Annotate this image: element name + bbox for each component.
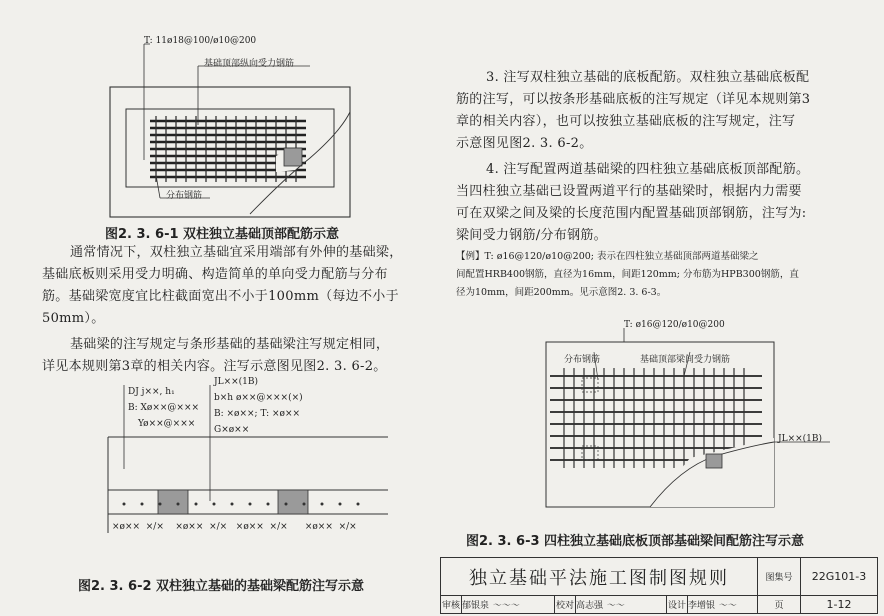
p2-line-2: 详见本规则第3章的相关内容。注写示意图见图2. 3. 6-2。 [42,359,387,374]
example-line-1: 【例】T: ø16@120/ø10@200; 表示在四柱独立基础顶部两道基础梁之 [456,251,759,262]
p3-line-1: 3. 注写双柱独立基础的底板配筋。双柱独立基础底板配 [486,70,810,85]
fig1-label-dist: 分布钢筋 [166,191,203,201]
example-line-2: 间配置HRB400钢筋，直径为16mm，间距120mm; 分布筋为HPB300钢筋，直 [456,269,799,280]
p3-line-2: 筋的注写，可以按条形基础底板的注写规定（详见本规则第3 [456,92,811,107]
checker-name [576,596,667,614]
check-label: 校对 [555,596,576,614]
designer-text: 李增银 [688,601,716,611]
figure-1 [100,30,360,225]
fig3-label-t: T: ø16@120/ø10@200 [624,320,725,330]
fig1-label-t: T: 11ø18@100/ø10@200 [144,36,257,46]
figure-3 [540,318,840,518]
fig1-label-top: 基础顶部纵向受力钢筋 [204,59,295,69]
fig1-caption: 图2. 3. 6-1 双柱独立基础顶部配筋示意 [105,227,340,242]
checker-text: 高志强 [576,601,604,611]
review-label: 审核 [441,596,462,614]
fig2-label-r2: b×h ø××@×××(×) [214,393,303,403]
fig3-label-jl: JL××(1B) [778,434,823,444]
title-block-title: 独立基础平法施工图制图规则 [441,558,758,596]
right-paragraphs [456,67,851,247]
page-label: 页 [758,596,801,614]
fig3-label-dist: 分布钢筋 [564,355,601,365]
left-paragraphs [42,242,422,378]
p4-line-1: 4. 注写配置两道基础梁的四柱独立基础底板顶部配筋。 [486,162,810,177]
p4-line-2: 当四柱独立基础已设置两道平行的基础梁时，根据内力需要 [456,184,802,199]
reviewer-signature: 〜〜〜 [491,601,519,611]
designer-signature: 〜〜 [717,601,736,611]
fig2-label-l2: B: Xø××@××× [128,403,200,413]
reviewer-text: 郁银泉 [462,601,490,611]
p1-line-4: 50mm）。 [42,311,105,326]
fig2-caption: 图2. 3. 6-2 双柱独立基础的基础梁配筋注写示意 [78,579,365,594]
set-number: 22G101-3 [801,558,878,596]
checker-signature: 〜〜 [605,601,624,611]
fig2-bottom-labels: ×ø×× ×/× ×ø×× ×/× ×ø×× ×/× ×ø×× ×/× [112,522,357,532]
p1-line-3: 筋。基础梁宽度宜比柱截面宽出不小于100mm（每边不小于 [42,289,399,304]
reviewer-name [462,596,555,614]
design-label: 设计 [667,596,688,614]
figure-2 [98,373,388,548]
p1-line-1: 通常情况下，双柱独立基础宜采用端部有外伸的基础梁， [70,245,403,260]
p3-line-3: 章的相关内容），也可以按独立基础底板的注写规定，注写 [456,114,796,129]
example-line-3: 径为10mm，间距200mm。见示意图2. 3. 6-3。 [456,287,667,298]
fig2-label-r1: JL××(1B) [214,377,259,387]
page-number: 1-12 [801,596,878,614]
figure-3-drawing [540,318,840,518]
fig2-label-r3: B: ×ø××; T: ×ø×× [214,409,301,419]
p2-line-1: 基础梁的注写规定与条形基础的基础梁注写规定相同， [70,337,390,352]
set-label: 图集号 [758,558,801,596]
designer-name [688,596,758,614]
p4-line-4: 梁间受力钢筋/分布钢筋。 [456,228,607,243]
p3-line-4: 示意图见图2. 3. 6-2。 [456,136,593,151]
fig2-label-r4: G×ø×× [214,425,250,435]
fig2-label-l1: DJ j××, h₁ [128,387,175,397]
fig3-caption: 图2. 3. 6-3 四柱独立基础底板顶部基础梁间配筋注写示意 [466,534,805,549]
title-block [440,557,878,614]
fig2-label-l3: Yø××@××× [138,419,196,429]
p1-line-2: 基础底板则采用受力明确、构造简单的单向受力配筋与分布 [42,267,388,282]
example-block [456,248,851,302]
fig3-label-top: 基础顶部梁间受力钢筋 [640,355,731,365]
p4-line-3: 可在双梁之间及梁的长度范围内配置基础顶部钢筋，注写为: [456,206,807,221]
